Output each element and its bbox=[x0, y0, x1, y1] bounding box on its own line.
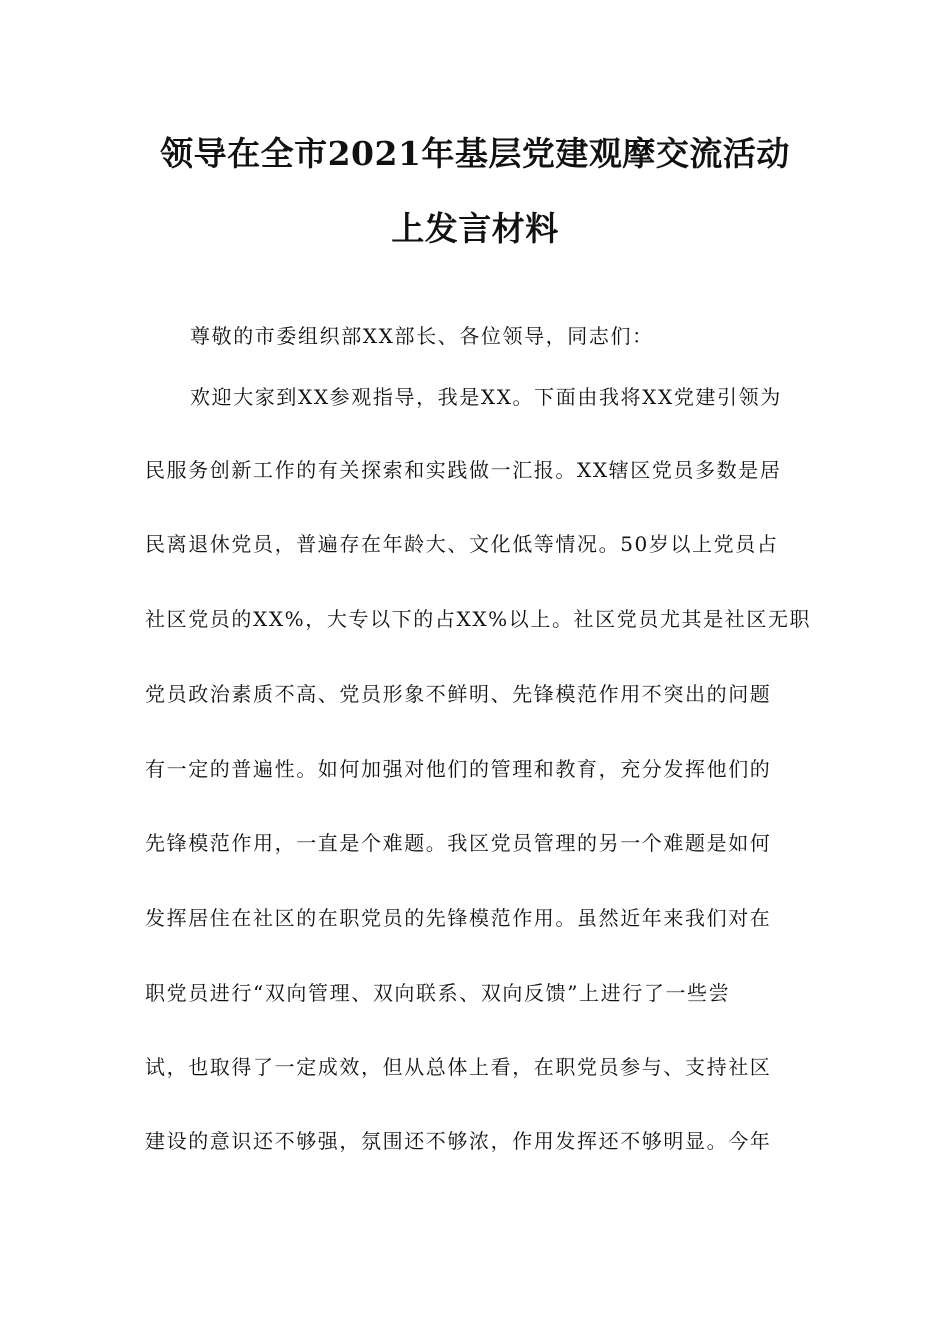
paragraph-line: 党员政治素质不高、党员形象不鲜明、先锋模范作用不突出的问题 bbox=[145, 682, 772, 706]
paragraph-line: 有一定的普遍性。如何加强对他们的管理和教育，充分发挥他们的 bbox=[145, 757, 772, 781]
document-title-line-2: 上发言材料 bbox=[391, 209, 559, 248]
document-title-line-1: 领导在全市2021年基层党建观摩交流活动 bbox=[160, 134, 790, 173]
paragraph-line: 试，也取得了一定成效，但从总体上看，在职党员参与、支持社区 bbox=[145, 1055, 772, 1079]
paragraph-line: 民服务创新工作的有关探索和实践做一汇报。XX辖区党员多数是居 bbox=[145, 458, 782, 482]
paragraph-line: 民离退休党员，普遍存在年龄大、文化低等情况。50岁以上党员占 bbox=[145, 532, 779, 556]
salutation: 尊敬的市委组织部XX部长、各位领导，同志们： bbox=[190, 324, 654, 348]
paragraph-line: 先锋模范作用，一直是个难题。我区党员管理的另一个难题是如何 bbox=[145, 831, 772, 855]
paragraph-line: 发挥居住在社区的在职党员的先锋模范作用。虽然近年来我们对在 bbox=[145, 906, 772, 930]
paragraph-line: 建设的意识还不够强，氛围还不够浓，作用发挥还不够明显。今年 bbox=[145, 1129, 772, 1153]
paragraph-line: 职党员进行“双向管理、双向联系、双向反馈”上进行了一些尝 bbox=[145, 981, 731, 1005]
paragraph-line: 欢迎大家到XX参观指导，我是XX。下面由我将XX党建引领为 bbox=[190, 385, 782, 409]
paragraph-line: 社区党员的XX%，大专以下的占XX%以上。社区党员尤其是社区无职 bbox=[145, 607, 812, 631]
